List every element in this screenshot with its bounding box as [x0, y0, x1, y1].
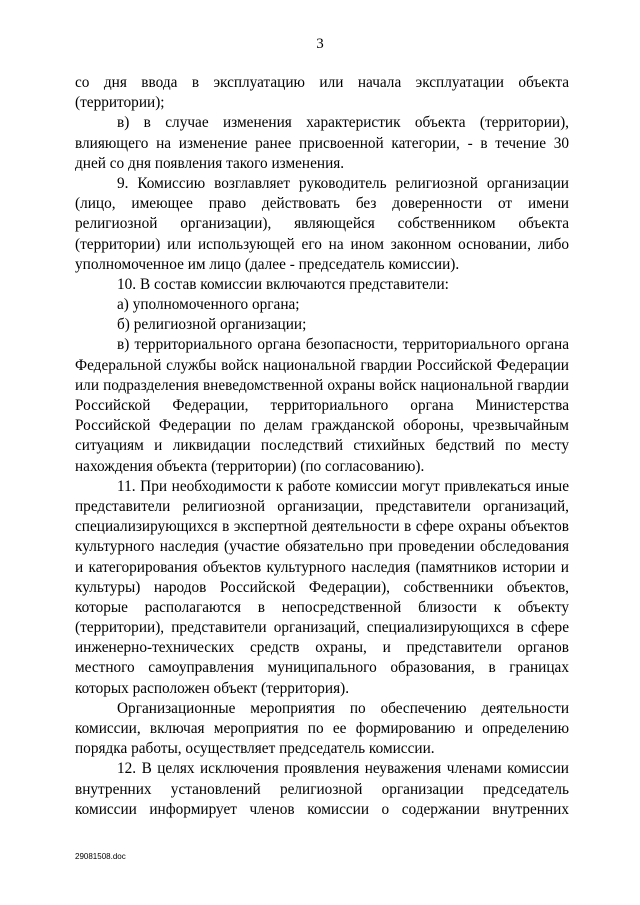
text-line: или подразделения вневедомственной охраны войск национальной гвардии	[75, 376, 569, 394]
text-line: инженерно-технических средств охраны, и представители органов	[75, 639, 569, 657]
text-line: (территории) или использующей его на ином законном основании, либо	[75, 235, 569, 253]
file-name-footer: 29081508.doc	[75, 852, 126, 861]
text-line: нахождения объекта (территории) (по согласованию).	[75, 457, 425, 475]
text-line: (территории);	[75, 94, 165, 112]
text-line: комиссии, включая мероприятия по ее формированию и определению	[75, 720, 569, 737]
text-line: ситуациям и ликвидации последствий стихийных бедствий по месту	[75, 437, 569, 455]
page-number: 3	[316, 36, 324, 52]
text-line: 9. Комиссию возглавляет руководитель религиозной организации	[117, 174, 569, 192]
document-body	[75, 73, 569, 820]
text-line: дней со дня появления такого изменения.	[75, 154, 345, 172]
text-line: в) в случае изменения характеристик объекта (территории),	[117, 114, 569, 132]
text-line: в) территориального органа безопасности, территориального органа	[117, 336, 569, 354]
text-line: (лицо, имеющее право действовать без доверенности от имени	[75, 195, 569, 213]
text-line: культурного наследия (участие обязательно при проведении обследования	[75, 538, 569, 556]
text-line: культуры) народов Российской Федерации), собственники объектов,	[75, 578, 569, 596]
text-line: специализирующихся в экспертной деятельности в сфере охраны объектов	[75, 518, 569, 536]
text-line: 10. В состав комиссии включаются представители:	[117, 275, 449, 293]
text-line: порядка работы, осуществляет председатель комиссии.	[75, 740, 435, 758]
text-line: внутренних установлений религиозной организации председатель	[75, 780, 569, 798]
text-line: а) уполномоченного органа;	[117, 296, 300, 314]
text-line: уполномоченное им лицо (далее - председатель комиссии).	[75, 255, 460, 273]
text-line: (территории), представители организаций, специализирующихся в сфере	[75, 619, 569, 637]
text-line: 12. В целях исключения проявления неуважения членами комиссии	[117, 760, 569, 778]
text-line: Федеральной службы войск национальной гвардии Российской Федерации	[75, 356, 569, 374]
text-line: которые располагаются в непосредственной близости к объекту	[75, 598, 569, 616]
text-line: Организационные мероприятия по обеспечению деятельности	[117, 699, 569, 717]
text-line: 11. При необходимости к работе комиссии могут привлекаться иные	[117, 477, 569, 495]
text-line: Российской Федерации по делам гражданской обороны, чрезвычайным	[75, 417, 569, 435]
text-line: местного самоуправления муниципального образования, в границах	[75, 659, 569, 677]
text-line: представители религиозной организации, представители организаций,	[75, 497, 569, 515]
text-line: влияющего на изменение ранее присвоенной категории, - в течение 30	[75, 134, 569, 152]
text-line: комиссии информирует членов комиссии о содержании внутренних	[75, 800, 569, 818]
text-line: которых расположен объект (территория).	[75, 679, 350, 697]
text-line: б) религиозной организации;	[117, 316, 307, 334]
text-line: Российской Федерации, территориального органа Министерства	[75, 397, 569, 414]
text-line: со дня ввода в эксплуатацию или начала эксплуатации объекта	[75, 74, 569, 91]
text-line: и категорирования объектов культурного наследия (памятников истории и	[75, 558, 569, 576]
text-line: религиозной организации), являющейся собственником объекта	[75, 215, 569, 233]
